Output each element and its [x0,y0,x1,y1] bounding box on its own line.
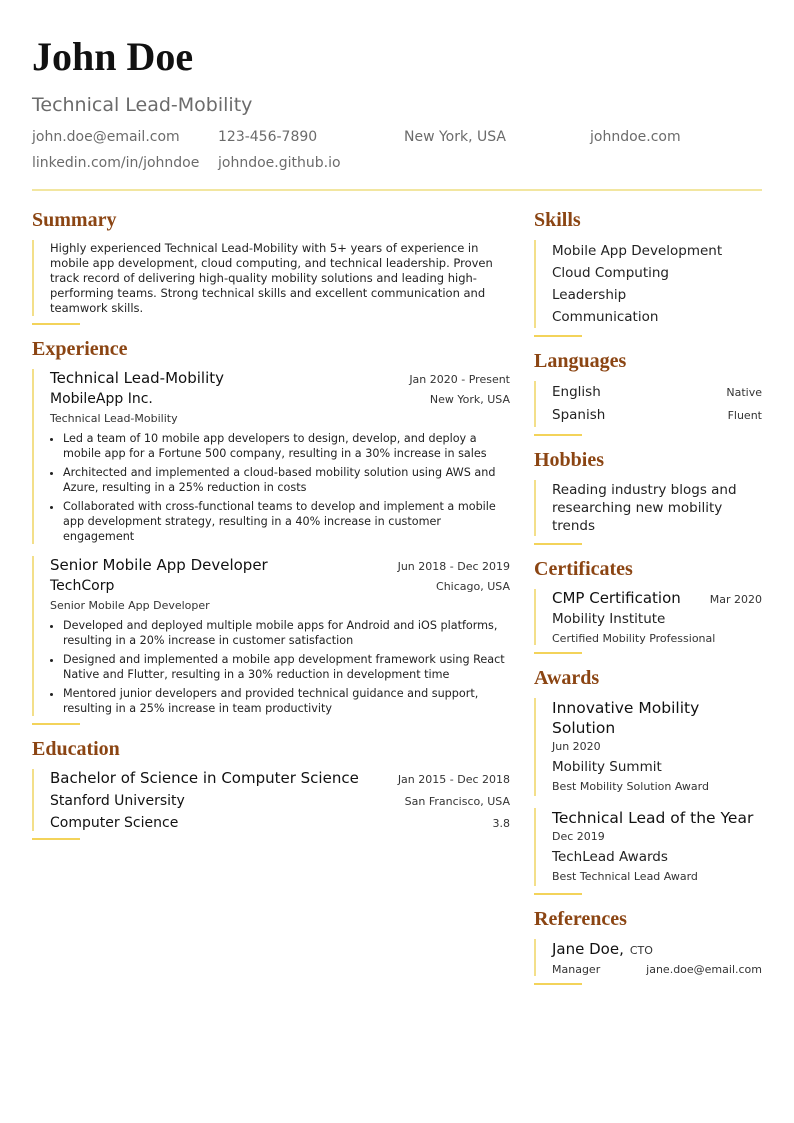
job-location: Chicago, USA [436,580,510,593]
contact-email[interactable]: john.doe@email.com [32,129,180,145]
languages-heading: Languages [534,350,627,372]
candidate-title: Technical Lead-Mobility [32,94,253,116]
award-date: Dec 2019 [552,830,605,843]
language-name: English [552,384,601,400]
certificate-title: CMP Certification [552,589,681,607]
education-gpa: 3.8 [492,817,510,830]
certificate-description: Certified Mobility Professional [552,632,716,645]
job-role: Technical Lead-Mobility [50,369,224,387]
hobbies-heading: Hobbies [534,449,605,471]
education-heading: Education [32,738,120,760]
contact-website[interactable]: johndoe.com [590,129,681,145]
section-underline [534,893,582,895]
section-underline [32,323,80,325]
summary-text: Highly experienced Technical Lead-Mobility with 5+ years of experience in mobile app development, cloud computing, and technical leadership. Proven track record of delivering high-quality mobility solutions and leading high-performing teams. Strong technical skills and excellent communication and teamwork skills. [50,241,493,315]
contact-list [32,130,762,171]
education-degree: Bachelor of Science in Computer Science [50,769,359,787]
hobby-item: Reading industry blogs and researching new mobility trends [552,482,737,534]
references-heading: References [534,908,627,930]
job-bullets [50,431,510,544]
award-title: Technical Lead of the Year [552,809,754,827]
certificate-date: Mar 2020 [709,593,762,606]
reference-item [534,939,762,976]
language-item [552,404,762,427]
skills-heading: Skills [534,209,581,231]
hobbies-list [534,480,762,536]
award-date: Jun 2020 [552,740,601,753]
skill-item: Leadership [552,287,627,303]
education-item [32,769,510,831]
contact-github[interactable]: johndoe.github.io [218,155,341,171]
left-column [32,209,510,998]
job-dates: Jun 2018 - Dec 2019 [397,560,510,573]
reference-name: Jane Doe, [552,940,624,958]
reference-email[interactable]: jane.doe@email.com [646,963,762,976]
section-underline [534,434,582,436]
language-level: Native [726,386,762,399]
job-bullet: • Developed and deployed multiple mobile apps for Android and iOS platforms, resulting in a 20% increase in customer satisfaction [63,618,510,648]
education-location: San Francisco, USA [404,795,510,808]
summary-block [32,240,510,316]
job-bullet: • Collaborated with cross-functional teams to develop and implement a mobile app development strategy, resulting in a 40% increase in customer engagement [63,499,510,544]
job-company: TechCorp [50,578,115,594]
job-subtitle: Technical Lead-Mobility [50,412,178,425]
skill-item: Communication [552,309,659,325]
award-issuer: TechLead Awards [552,849,668,865]
award-issuer: Mobility Summit [552,759,662,775]
job-bullet: • Designed and implemented a mobile app development framework using React Native and Flutter, resulting in a 30% reduction in development time [63,652,510,682]
section-underline [534,543,582,545]
award-description: Best Technical Lead Award [552,870,698,883]
certificate-item [534,589,762,645]
section-underline [534,335,582,337]
section-underline [32,838,80,840]
contact-phone[interactable]: 123-456-7890 [218,129,318,145]
job-role: Senior Mobile App Developer [50,556,268,574]
education-field: Computer Science [50,815,179,831]
language-level: Fluent [727,409,762,422]
languages-list [534,381,762,427]
contact-location: New York, USA [404,129,506,145]
job-bullet: • Architected and implemented a cloud-based mobility solution using AWS and Azure, resulting in a 25% reduction in costs [63,465,510,495]
award-item [534,698,762,796]
awards-heading: Awards [534,667,600,689]
skill-item: Mobile App Development [552,243,723,259]
education-dates: Jan 2015 - Dec 2018 [397,773,510,786]
reference-position: CTO [629,944,653,957]
education-school: Stanford University [50,793,185,809]
section-underline [534,983,582,985]
language-name: Spanish [552,407,606,423]
summary-heading: Summary [32,209,117,231]
section-underline [32,723,80,725]
job-dates: Jan 2020 - Present [409,373,510,386]
skills-list [534,240,762,328]
award-item [534,808,762,886]
job-subtitle: Senior Mobile App Developer [50,599,210,612]
job-company: MobileApp Inc. [50,391,153,407]
job-bullets [50,618,510,716]
experience-item [32,369,510,544]
skill-item: Cloud Computing [552,265,669,281]
section-underline [534,652,582,654]
header-divider [32,189,762,191]
right-column [534,209,762,998]
job-bullet: • Mentored junior developers and provided technical guidance and support, resulting in a 25% increase in team productivity [63,686,510,716]
contact-linkedin[interactable]: linkedin.com/in/johndoe [32,155,200,171]
job-bullet: • Led a team of 10 mobile app developers to design, develop, and deploy a mobile app for a Fortune 500 company, resulting in a 30% increase in sales [63,431,510,461]
candidate-name: John Doe [32,34,194,79]
reference-relation: Manager [552,963,601,976]
certificate-issuer: Mobility Institute [552,611,666,627]
award-title: Innovative Mobility Solution [552,699,700,737]
job-location: New York, USA [429,393,510,406]
certificates-heading: Certificates [534,558,633,580]
award-description: Best Mobility Solution Award [552,780,709,793]
experience-heading: Experience [32,338,128,360]
language-item [552,381,762,404]
experience-item [32,556,510,716]
